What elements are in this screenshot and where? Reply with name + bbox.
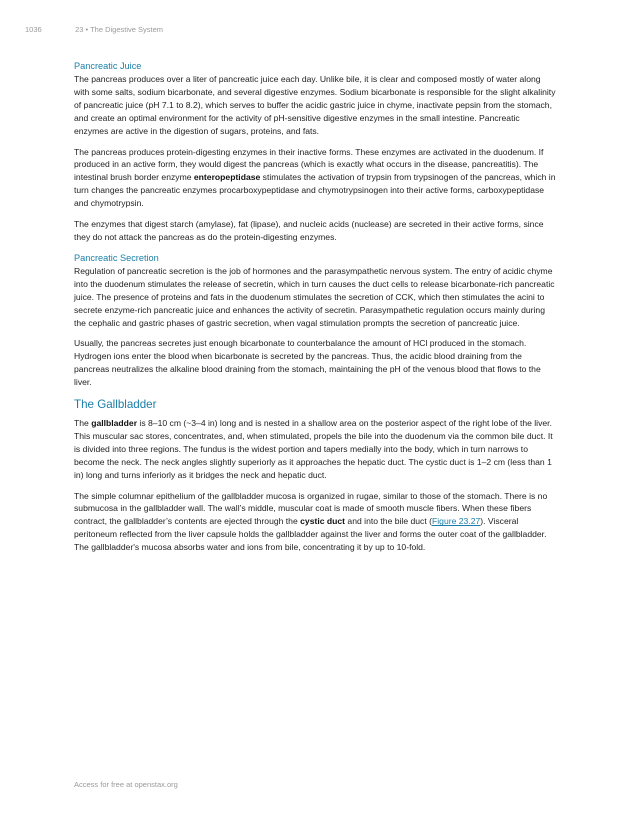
pancreatic-juice-paragraph-2: [74, 146, 556, 211]
gallbladder-paragraph-1: [74, 417, 556, 482]
key-term-enteropeptidase: enteropeptidase: [193, 172, 261, 183]
pancreatic-secretion-heading: Pancreatic Secretion: [74, 252, 159, 263]
gallbladder-heading: The Gallbladder: [74, 398, 157, 412]
pancreatic-juice-paragraph-1: The pancreas produces over a liter of pancreatic juice each day. Unlike bile, it is clear and composed mostly of water along with some salts, sodium bicarbonate, and several digestive enzymes. Sodium bicarbonate is responsible for the slight alkalinity of pancreatic juice (pH 7.1 to 8.2), which serves to buffer the acidic gastric juice in chyme, inactivate pepsin from the stomach, and create an optimal environment for the activity of pH-sensitive digestive enzymes in the small intestine. Pancreatic enzymes are active in the digestion of sugars, proteins, and fats.: [74, 74, 556, 136]
pancreatic-juice-paragraph-3: The enzymes that digest starch (amylase), fat (lipase), and nucleic acids (nuclease) are secreted in their active forms, since they do not attack the pancreas as do the protein-digesting enzymes.: [74, 219, 544, 242]
text-run: The pancreas produces protein-digesting enzymes in their inactive forms. These enzymes are activated in the duodenum. If produced in an active form, they would digest the pancreas (which is exactly what occurs in the disease, pancreatitis). The intestinal brush border enzyme: [74, 146, 544, 183]
pancreatic-secretion-paragraph-2: Usually, the pancreas secretes just enough bicarbonate to counterbalance the amount of HCl produced in the stomach. Hydrogen ions enter the blood when bicarbonate is secreted by the pancreas. Thus, the acidic blood draining from the pancreas neutralizes the alkaline blood draining from the stomach, maintaining the pH of the venous blood that flows to the liver.: [74, 338, 541, 388]
page-number: 1036: [25, 25, 42, 34]
gallbladder-paragraph-2: [74, 490, 556, 555]
page-footer: Access for free at openstax.org: [74, 780, 178, 789]
key-term-gallbladder: gallbladder: [91, 418, 138, 429]
text-run: is 8–10 cm (~3–4 in) long and is nested in a shallow area on the posterior aspect of the right lobe of the liver. This muscular sac stores, concentrates, and, when stimulated, propels the bile into the duodenum via the common bile duct. It is divided into three regions. The fundus is the widest portion and tapers medially into the body, which in turn narrows to become the neck. The neck angles slightly superiorly as it approaches the hepatic duct. The cystic duct is 1–2 cm (less than 1 in) long and turns inferiorly as it bridges the neck and hepatic duct.: [74, 418, 553, 480]
figure-link[interactable]: Figure 23.27: [432, 516, 481, 527]
text-run: The simple columnar epithelium of the gallbladder mucosa is organized in rugae, similar to those of the stomach. There is no submucosa in the gallbladder wall. The wall’s middle, muscular coat is made of smooth muscle fibers. When these fibers contract, the gallbladder’s contents are ejected through the: [74, 490, 548, 527]
pancreatic-juice-heading: Pancreatic Juice: [74, 61, 142, 71]
text-run: stimulates the activation of trypsin from trypsinogen of the pancreas, which in turn changes the pancreatic enzymes procarboxypeptidase and chymotrypsinogen into their active forms, carboxypeptidase and chymotrypsin.: [74, 172, 556, 209]
text-run: The: [74, 418, 92, 429]
text-run: and into the bile duct (: [345, 516, 432, 527]
key-term-cystic-duct: cystic duct: [300, 516, 346, 527]
chapter-title: 23 • The Digestive System: [75, 25, 164, 34]
text-run: ). Visceral peritoneum reflected from the liver capsule holds the gallbladder against the liver and forms the outer coat of the gallbladder. The gallbladder's mucosa absorbs water and ions from bile, concentrating it by up to 10-fold.: [74, 516, 547, 553]
page-header: [25, 25, 163, 34]
pancreatic-secretion-paragraph-1: Regulation of pancreatic secretion is the job of hormones and the parasympathetic nervous system. The entry of acidic chyme into the duodenum stimulates the release of secretin, which in turn causes the duct cells to release bicarbonate-rich pancreatic juice. The presence of proteins and fats in the duodenum stimulates the secretion of CCK, which then stimulates the acini to secrete enzyme-rich pancreatic juice and enhances the activity of secretin. Parasympathetic regulation occurs mainly during the cephalic and gastric phases of gastric secretion, when vagal stimulation prompts the secretion of pancreatic juice.: [74, 265, 555, 328]
page-content: [74, 60, 556, 562]
